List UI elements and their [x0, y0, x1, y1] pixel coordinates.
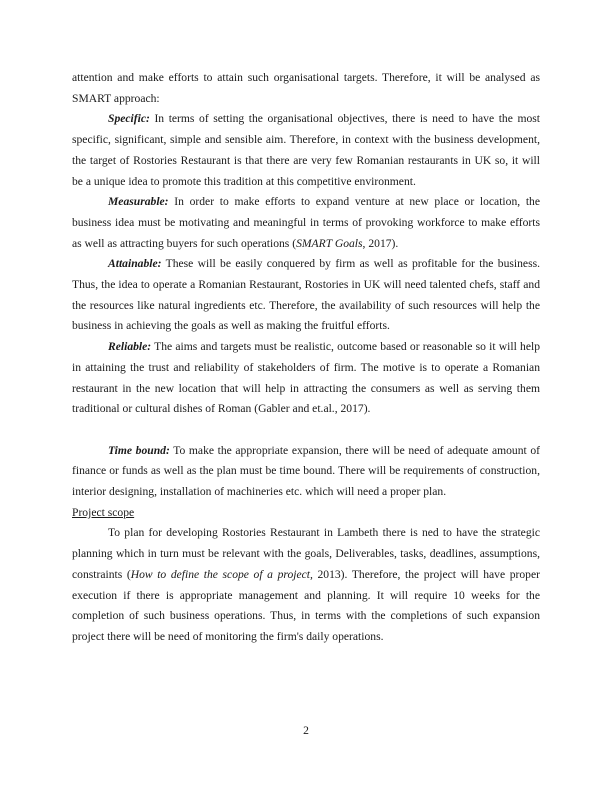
project-scope-text: To plan for developing Rostories Restaurant in Lambeth there is ned to have the strategic planning which in turn must be relevant with the goals, Deliverables, tasks, deadlines, assumptions, constraints ( — [72, 526, 540, 581]
time-bound-paragraph — [72, 441, 540, 503]
project-scope-heading: Project scope — [72, 505, 135, 519]
intro-paragraph: attention and make efforts to attain such organisational targets. Therefore, it will be analysed as SMART approach: — [72, 71, 540, 105]
measurable-citation: SMART Goals — [296, 236, 363, 250]
page-number: 2 — [303, 724, 309, 737]
attainable-text: These will be easily conquered by firm as well as profitable for the business. Thus, the idea to operate a Romanian Restaurant, Rostories in UK will need talented chefs, staff and the resources like natural ingredients etc. Therefore, the availability of such resources will help the business in achieving the goals as well as making the fruitful efforts. — [72, 257, 540, 333]
measurable-paragraph — [72, 192, 540, 254]
attainable-paragraph — [72, 254, 540, 337]
reliable-label: Reliable: — [108, 340, 152, 354]
time-bound-text: To make the appropriate expansion, there will be need of adequate amount of finance or funds as well as the plan must be time bound. There will be requirements of construction, interior designing, installation of machineries etc. which will need a proper plan. — [72, 443, 540, 499]
specific-label: Specific: — [108, 112, 150, 126]
specific-paragraph — [72, 109, 540, 192]
measurable-label: Measurable: — [108, 195, 169, 209]
project-scope-paragraph — [72, 523, 540, 647]
reliable-text: The aims and targets must be realistic, outcome based or reasonable so it will help in attaining the trust and reliability of stakeholders of firm. The motive is to operate a Romanian restaurant in the new location that will help in attracting the consumers as well as serving them traditional or cultural dishes of Roman (Gabler and et.al., 2017). — [72, 340, 540, 416]
body-text — [72, 68, 540, 648]
time-bound-label: Time bound: — [108, 443, 170, 457]
reliable-paragraph — [72, 337, 540, 420]
project-scope-text-end: 2013). Therefore, the project will have proper execution if there is appropriate management and planning. It will require 10 weeks for the completion of such business operations. Thus, in terms with the completions of such expansion project there will be need of monitoring the firm's daily operations. — [72, 567, 540, 643]
measurable-text: In order to make efforts to expand venture at new place or location, the business idea must be motivating and meaningful in terms of provoking workforce to make efforts as well as attracting buyers for such operations ( — [72, 195, 540, 250]
paragraph-spacer — [72, 420, 540, 441]
specific-text: In terms of setting the organisational objectives, there is need to have the most specific, significant, simple and sensible aim. Therefore, in context with the business development, the target of Rostories Restaurant is that there are very few Romanian restaurants in UK so, it will be a unique idea to promote this tradition at this competitive environment. — [72, 112, 540, 188]
measurable-citation-year: , 2017). — [362, 236, 399, 250]
attainable-label: Attainable: — [108, 257, 162, 271]
project-scope-citation: How to define the scope of a project, — [130, 567, 313, 581]
